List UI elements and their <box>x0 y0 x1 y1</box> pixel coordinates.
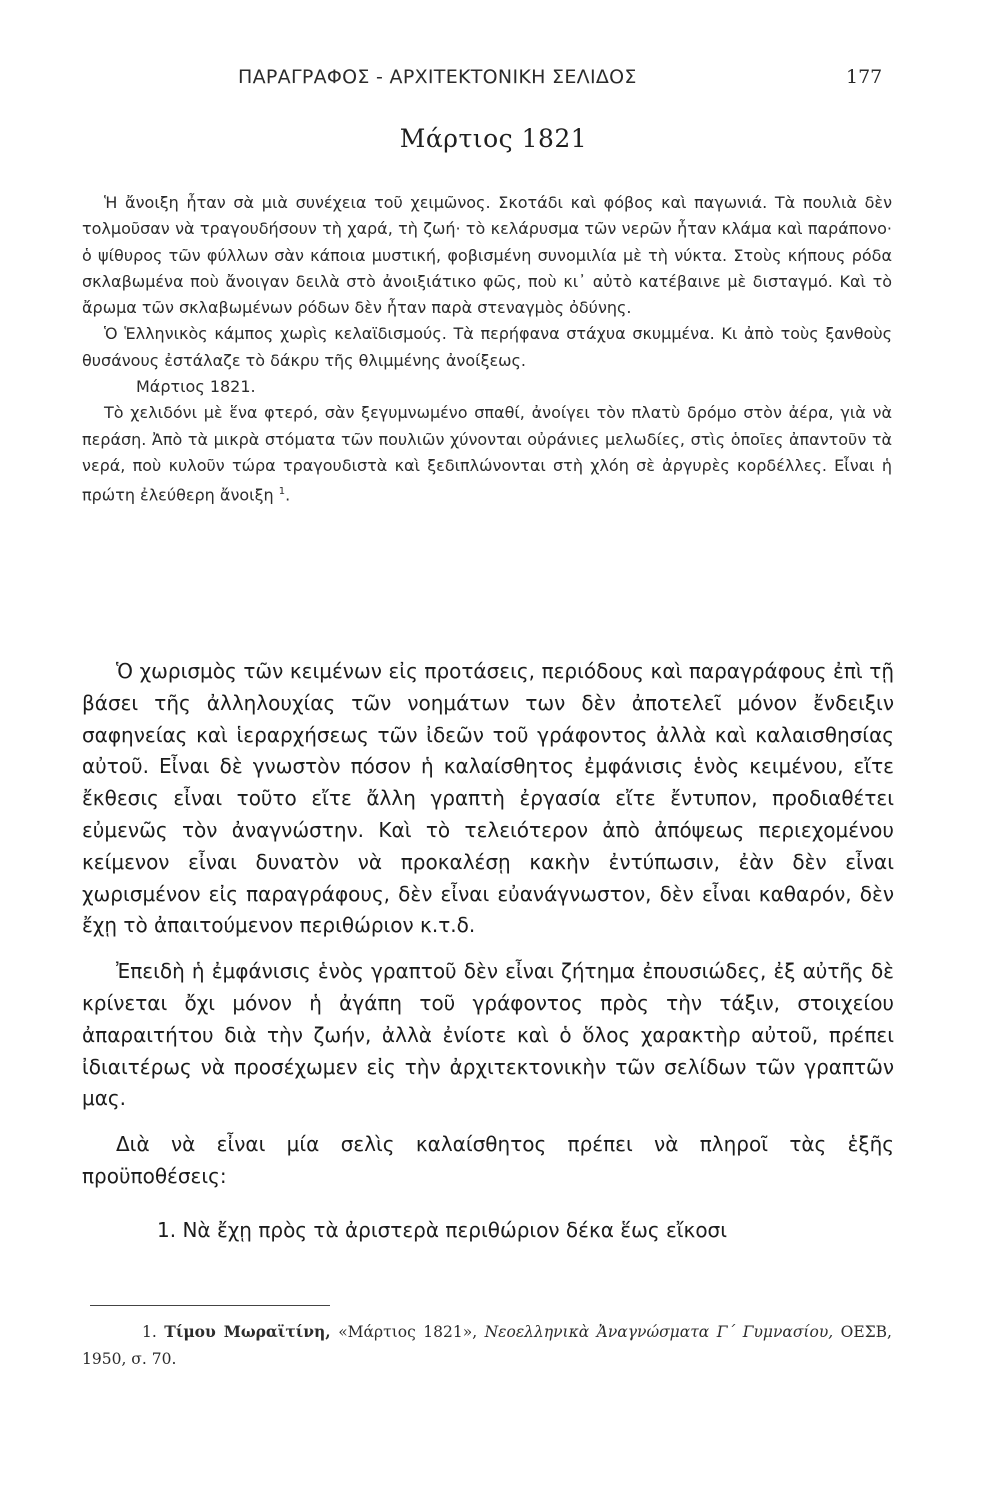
body-paragraph: Ὁ χωρισμὸς τῶν κειμένων εἰς προτάσεις, περιόδους καὶ παραγράφους ἐπὶ τῇ βάσει τῆς ἀλληλουχίας τῶν νοημάτων των δὲν ἀποτελεῖ μόνον ἔνδειξιν σαφηνείας καὶ ἱεραρχήσεως τῶν ἰδεῶν τοῦ γράφοντος ἀλλὰ καὶ καλαισθησίας αὐτοῦ. Εἶναι δὲ γνωστὸν πόσον ἡ καλαίσθητος ἐμφάνισις ἑνὸς κειμένου, εἴτε ἔκθεσις εἶναι τοῦτο εἴτε ἄλλη γραπτὴ ἐργασία εἴτε ἔντυπον, προδιαθέτει εὐμενῶς τὸν ἀναγνώστην. Καὶ τὸ τελειότερον ἀπὸ ἀπόψεως περιεχομένου κείμενον εἶναι δυνατὸν νὰ προκαλέσῃ κακὴν ἐντύπωσιν, ἐὰν δὲν εἶναι χωρισμένον εἰς παραγράφους, δὲν εἶναι εὐανάγνωστον, δὲν εἶναι καθαρόν, δὲν ἔχῃ τὸ ἀπαιτούμενον περιθώριον κ.τ.δ. <box>82 659 894 938</box>
body-paragraph: Ἐπειδὴ ἡ ἐμφάνισις ἑνὸς γραπτοῦ δὲν εἶναι ζήτημα ἐπουσιώδες, ἐξ αὐτῆς δὲ κρίνεται ὄχι μόνον ἡ ἀγάπη τοῦ γράφοντος πρὸς τὴν τάξιν, στοιχείου ἀπαραιτήτου διὰ τὴν ζωήν, ἀλλὰ ἐνίοτε καὶ ὁ ὅλος χαρακτὴρ αὐτοῦ, πρέπει ἰδιαιτέρως νὰ προσέχωμεν εἰς τὴν ἀρχιτεκτονικὴν τῶν σελίδων τῶν γραπτῶν μας. <box>82 959 894 1111</box>
quote-paragraph: Ὁ Ἑλληνικὸς κάμπος χωρὶς κελαϊδισμούς. Τὰ περήφανα στάχυα σκυμμένα. Κι ἀπὸ τοὺς ξανθοὺς θυσάνους ἐστάλαζε τὸ δάκρυ τῆς θλιμμένης ἀνοίξεως. <box>82 324 892 370</box>
footnote-work: «Μάρτιος 1821», <box>338 1323 478 1341</box>
quote-paragraph <box>82 400 892 509</box>
page-number: 177 <box>846 66 883 88</box>
footnote <box>82 1318 892 1373</box>
footnote-divider <box>90 1305 330 1306</box>
quoted-text-title: Μάρτιος 1821 <box>399 124 588 153</box>
quote-last-paragraph-text: Τὸ χελιδόνι μὲ ἕνα φτερό, σὰν ξεγυμνωμένο σπαθί, ἀνοίγει τὸν πλατὺ δρόμο στὸν ἀέρα, γιὰ νὰ περάση. Ἀπὸ τὰ μικρὰ στόματα τῶν πουλιῶν χύνονται οὐράνιες μελωδίες, στὶς ὁποῖες ἀπαντοῦν τὰ νερά, ποὺ κυλοῦν τώρα τραγουδιστὰ καὶ ξεδιπλώνονται στὴ χλόη σὲ ἀργυρὲς κορδέλλες. Εἶναι ἡ πρώτη ἐλεύθερη ἄνοιξη <box>82 403 892 505</box>
body-paragraph: Διὰ νὰ εἶναι μία σελὶς καλαίσθητος πρέπει νὰ πληροῖ τὰς ἑξῆς προϋποθέσεις: <box>82 1132 894 1188</box>
running-title: ΠΑΡΑΓΡΑΦΟΣ - ΑΡΧΙΤΕΚΤΟΝΙΚΗ ΣΕΛΙΔΟΣ <box>238 66 637 88</box>
quoted-text-block <box>82 190 892 509</box>
numbered-list-item: 1. Νὰ ἔχῃ πρὸς τὰ ἀριστερὰ περιθώριον δέκα ἕως εἴκοσι <box>157 1217 727 1242</box>
footnote-author: Τίμου Μωραϊτίνη, <box>164 1322 331 1341</box>
footnote-reference-mark[interactable]: 1 <box>278 486 286 498</box>
main-text-block <box>82 656 894 1261</box>
quote-date-line: Μάρτιος 1821. <box>136 377 256 397</box>
quote-paragraph: Ἡ ἄνοιξη ἦταν σὰ μιὰ συνέχεια τοῦ χειμῶνος. Σκοτάδι καὶ φόβος καὶ παγωνιά. Τὰ πουλιὰ δὲν τολμοῦσαν νὰ τραγουδήσουν τὴ χαρά, τὴ ζωή· τὸ κελάρυσμα τῶν νερῶν ἦταν κλάμα καὶ παράπονο· ὁ ψίθυρος τῶν φύλλων σὰν κάποια μυστική, φοβισμένη συνομιλία μὲ τὴ νύκτα. Στοὺς κήπους ρόδα σκλαβωμένα ποὺ ἄνοιγαν δειλὰ στὸ ἀνοιξιάτικο φῶς, ποὺ κι᾽ αὐτὸ κατέβαινε μὲ δισταγμό. Καὶ τὸ ἄρωμα τῶν σκλαβωμένων ρόδων δὲν ἦταν παρὰ στεναγμὸς ὀδύνης. <box>82 193 892 318</box>
footnote-source: Νεοελληνικὰ Ἀναγνώσματα Γ΄ Γυμνασίου, <box>484 1323 834 1341</box>
footnote-number: 1. <box>142 1323 157 1341</box>
quote-last-paragraph-end: . <box>285 485 291 505</box>
footnote-publisher: ΟΕΣΒ, <box>840 1323 892 1341</box>
footnote-year-page: 1950, σ. 70. <box>82 1350 177 1368</box>
